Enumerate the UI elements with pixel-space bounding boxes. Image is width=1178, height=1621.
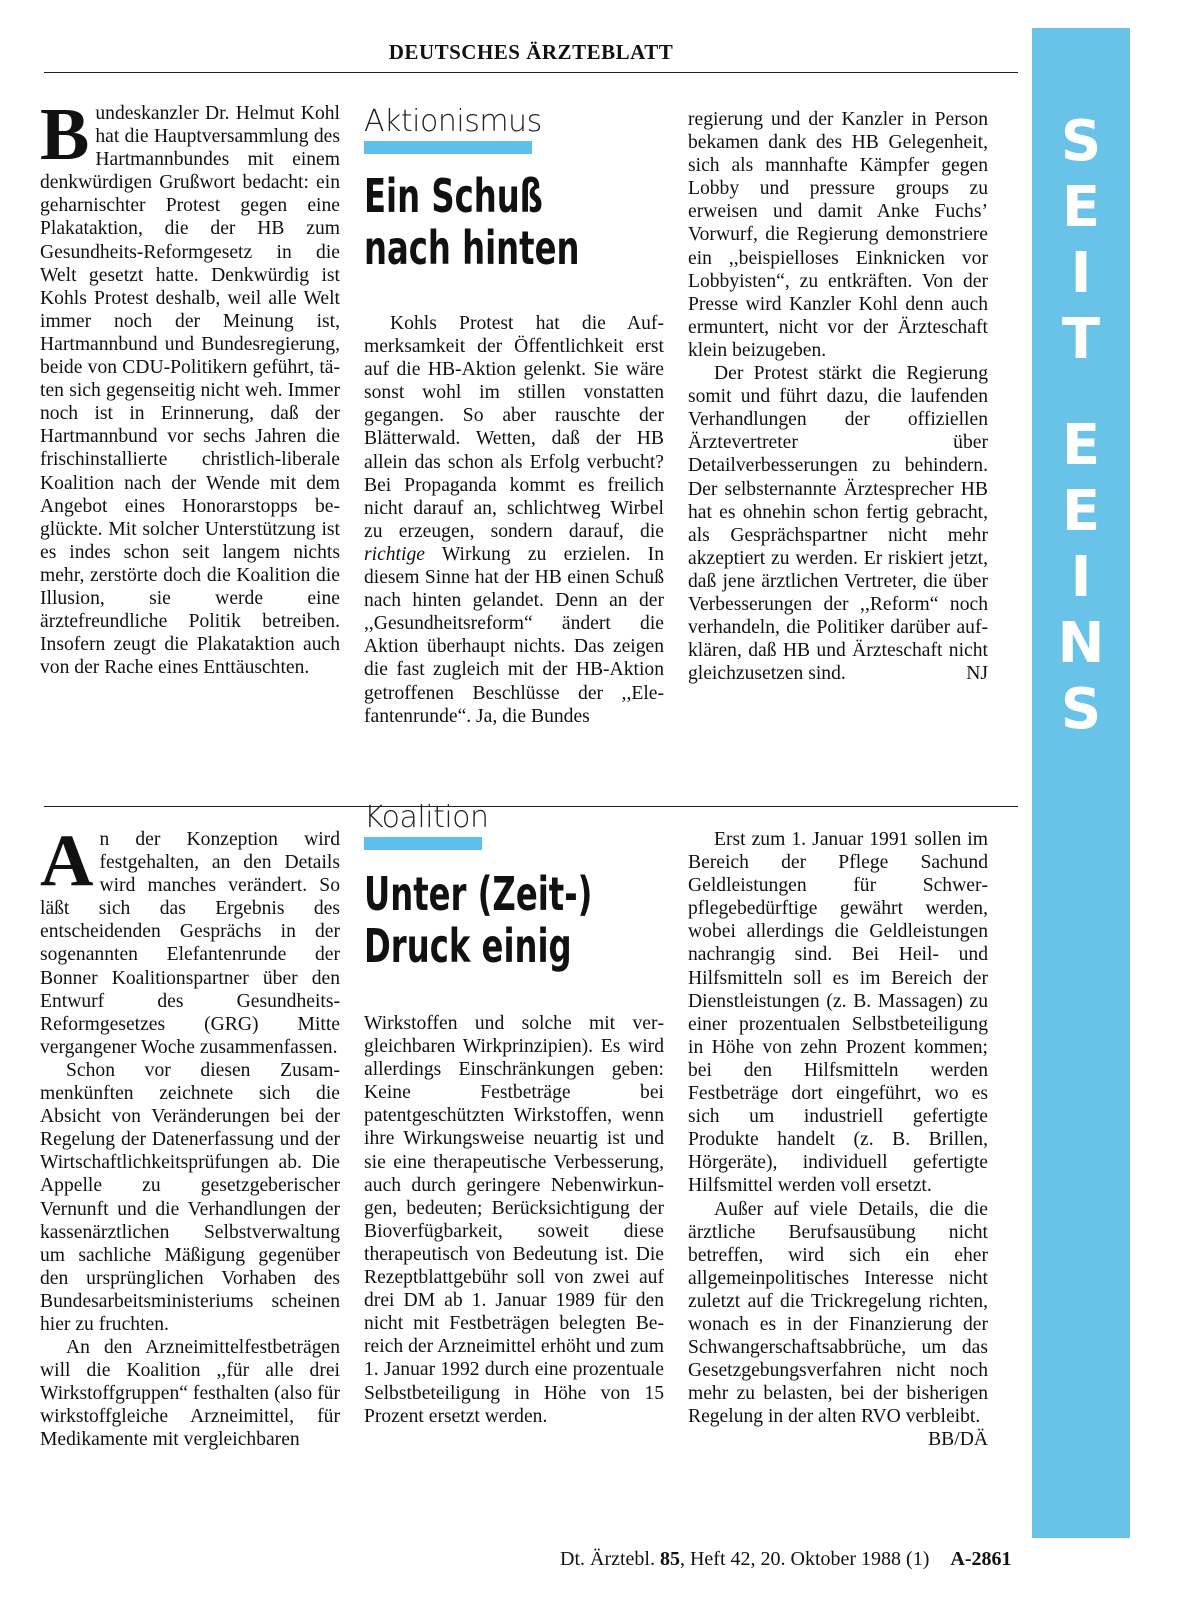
article2-column3 [688,828,988,1452]
section-label [1040,109,1122,746]
masthead: DEUTSCHES ÄRZTEBLATT [388,40,674,64]
section-letter: E [1061,175,1101,240]
article2-headline-line1: Unter (Zeit-) [364,867,593,921]
article2-column2 [364,1012,664,1428]
footer-volume: 85 [659,1548,680,1570]
section-letter: E [1061,413,1101,478]
article2-heading [364,800,664,972]
article1-column1 [40,94,340,679]
article2-column1 [40,820,340,1452]
footer-page-number: A-2861 [950,1548,1012,1570]
article1-text: Wirkung zu erzielen. In diesem Sinne hat der HB einen Schuß nach hinten gelandet. Denn an der ,,Gesundheitsreform“ ändert die Aktion überhaupt nichts. Das zeigen die fast zugleich mit der HB-Aktion getroffenen Beschlüsse der ,,Elefantenrunde“. Ja, die Bundes [364,543,664,727]
kicker-bar [364,141,532,154]
dropcap: A [40,820,94,902]
article2-text: Schon vor diesen Zusammenkünften zeichnete sich die Absicht von Veränderungen bei der Regelung der Datenerfassung und der Wirtschaftlichkeitsprüfungen ab. Die Appelle zu gesetzgeberischer Vernunft und die Verhandlungen der kassenärztlichen Selbstverwaltung um sachliche Mäßigung gegenüber den ursprünglichen Vorhaben des Bundesarbeitsministeriums scheinen hier zu fruchten. [40,1059,340,1335]
article1-text: Kohls Protest hat die Aufmerksamkeit der Öffentlichkeit erst auf die HB-Aktion gelenkt. Sie wäre sonst wohl im stillen vonstatten gegangen. So aber rauschte der Blätterwald. Wetten, daß der HB allein das schon als Erfolg verbucht? Bei Propaganda kommt es freilich nicht darauf an, schlichtweg Wirbel zu erzeugen, sondern darauf, die [364,313,664,542]
section-letter: T [1061,307,1101,372]
footer-journal: Dt. Ärztebl. [560,1548,655,1570]
footer-issue: , Heft 42, 20. Oktober 1988 (1) [679,1548,930,1570]
article1-column3 [688,108,988,685]
page-footer [560,1548,1100,1571]
author-signature: BB/DÄ [928,1429,988,1451]
section-letter: N [1057,611,1105,676]
dropcap: B [40,94,90,176]
section-letter: S [1060,109,1102,174]
article1-headline-line2: nach hinten [364,221,580,275]
article2-text: Außer auf viele Details, die die ärztliche Berufsausübung nicht betreffen, wird sich ein eher allgemeinpolitisches Interesse nicht zuletzt auf die Trickregelung richten, wonach es in der Finanzierung der Schwangerschaftsabbrüche, um das Gesetzgebungsverfahren nicht noch mehr zu belasten, bei der bisherigen Regelung in der alten RVO verbleibt. [688,1198,988,1428]
article2-headline-line2: Druck einig [364,919,572,973]
article2-kicker: Koalition [364,800,489,835]
kicker-bar [364,837,482,850]
article1-text: Der Protest stärkt die Regierung somit und führt dazu, die laufenden Verhandlungen der offiziellen Ärztevertreter über Detailverbesserungen zu behindern. Der selbsternannte Ärztesprecher HB hat es ohnehin schon fertig gebracht, als Gesprächspartner nicht mehr akzeptiert zu werden. Er riskiert jetzt, daß jene ärztlichen Vertreter, die über Verbesserungen der ,,Reform“ noch verhandeln, die Politiker darüber aufklären, daß HB und Ärzteschaft nicht gleichzusetzen sind. [688,363,988,685]
article1-headline-line1: Ein Schuß [364,169,543,223]
section-letter: E [1061,479,1101,544]
section-letter: I [1070,241,1092,306]
masthead-rule [44,72,1018,73]
article2-text: An den Arzneimittelfestbeträgen will die Koalition ,,für alle drei Wirkstoffgruppen“ festhalten (also für wirkstoffgleiche Arzneimittel, für Medikamente mit vergleichbaren [40,1337,340,1451]
article1-kicker: Aktionismus [364,104,542,139]
emphasis: richtige [364,543,425,565]
article1-text: regierung und der Kanzler in Person bekamen dank des HB Gelegenheit, sich als mannhafte Kämpfer gegen Lobby und pressure groups zu erweisen und damit Anke Fuchs’ Vorwurf, die Regierung demonstriere ein ,,beispielloses Einknicken vor Lobbyisten“, zu entkräften. Von der Presse wird Kanzler Kohl denn auch ermuntert, nicht vor der Ärzteschaft klein beizugeben. [688,109,988,361]
section-letter: S [1060,677,1102,742]
article2-text: Erst zum 1. Januar 1991 sollen im Bereich der Pflege Sachund Geldleistungen für Schwerpflegebedürftige gewährt werden, wobei allerdings die Geldleistungen nachrangig sind. Bei Heil- und Hilfsmitteln soll es im Bereich der Dienstleistungen (z. B. Massagen) zu einer prozentualen Selbstbeteiligung in Höhe von zehn Prozent kommen; bei den Hilfsmitteln werden Festbeträge dort eingeführt, wo es sich um industriell gefertigte Produkte handelt (z. B. Brillen, Hörgeräte), individuell gefertigte Hilfsmittel werden voll ersetzt. [688,829,988,1197]
section-letter: I [1070,545,1092,610]
article1-heading [364,104,664,274]
article1-text: undeskanzler Dr. Helmut Kohl hat die Hauptversammlung des Hartmannbundes mit einem denkwürdigen Grußwort bedacht: ein geharnischter Protest gegen eine Plakataktion, die der HB zum Gesundheits-Reformgesetz in die Welt gesetzt hatte. Denkwürdig ist Kohls Protest deshalb, weil alle Welt immer noch der Meinung ist, Hartmannbund und Bundesregierung, beide von CDU-Politikern geführt, täten sich gegenseitig nicht weh. Immer noch ist in Erinnerung, daß der Hartmannbund vor sechs Jahren die frischinstallierte christlich-liberale Koalition nach der Wende mit dem Angebot eines Honorarstopps beglückte. Mit solcher Unterstützung ist es indes schon seit langem nichts mehr, zerstörte doch die Koalition die Illusion, sie werde eine ärztefreundliche Politik betreiben. Insofern zeugt die Plakataktion auch von der Rache eines Enttäuschten. [40,103,340,679]
article1-column2 [364,312,664,728]
article2-text: n der Konzeption wird festgehalten, an den Details wird manches verändert. So läßt sich das Ergebnis des entscheidenden Gesprächs in der sogenannten Elefantenrunde der Bonner Koalitionspartner über den Entwurf des Gesundheits-Reformgesetzes (GRG) Mitte vergangener Woche zusammenfassen. [40,829,340,1058]
article2-text: Wirkstoffen und solche mit vergleichbaren Wirkprinzipien). Es wird allerdings Einschränkungen geben: Keine Festbeträge bei patentgeschützten Wirkstoffen, wenn ihre Wirkungsweise neuartig ist und sie eine therapeutische Verbesserung, auch durch geringere Nebenwirkungen, bedeuten; Berücksichtigung der Bioverfügbarkeit, soweit diese therapeutisch von Bedeutung ist. Die Rezeptblattgebühr soll von zwei auf drei DM ab 1. Januar 1989 für den nicht mit Festbeträgen belegten Bereich der Arzneimittel erhöht und zum 1. Januar 1992 durch eine prozentuale Selbstbeteiligung in Höhe von 15 Prozent ersetzt werden. [364,1013,664,1427]
author-signature: NJ [966,663,988,685]
